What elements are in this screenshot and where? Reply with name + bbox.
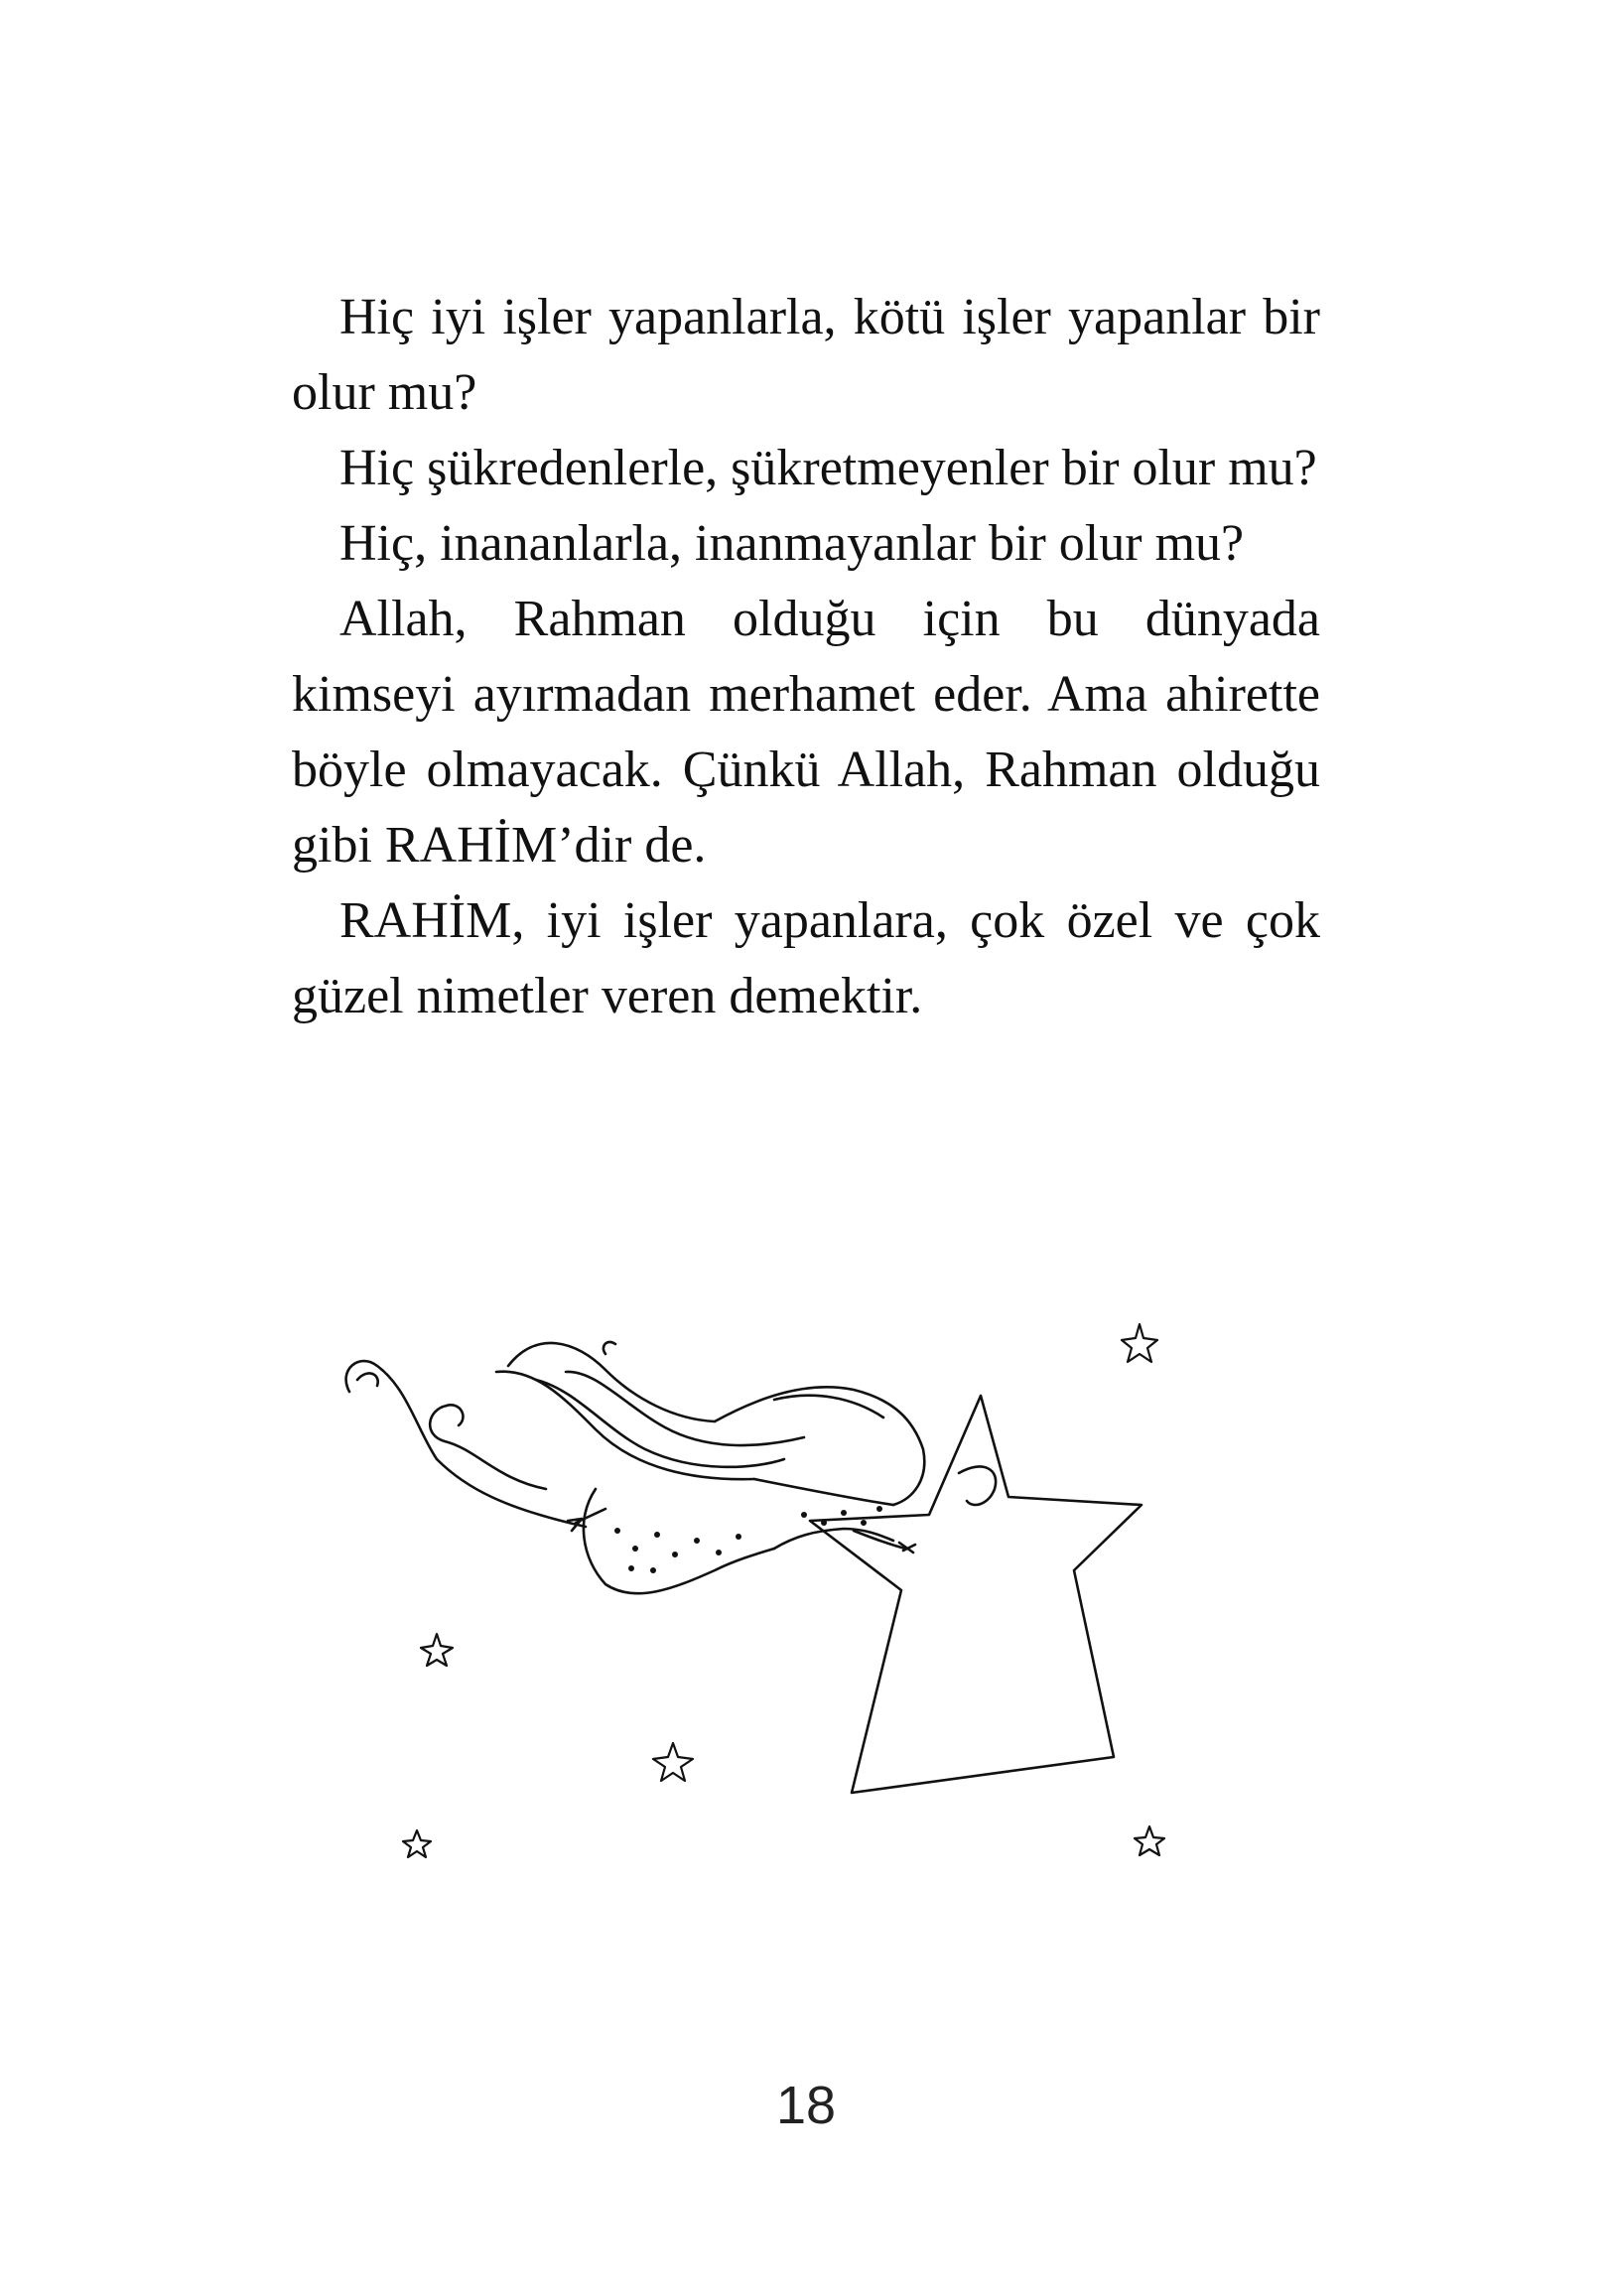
hand-drawing	[959, 1466, 996, 1505]
body-text	[292, 280, 1320, 1034]
paragraph-4: Allah, Rahman olduğu için bu dünyada kimseyi ayırmadan merhamet eder. Ama ahirette böyle olmayacak. Çünkü Allah, Rahman olduğu gibi RAHİM’dir de.	[292, 591, 1320, 874]
paragraph-3: Hiç, inananlarla, inanmayanlar bir olur mu?	[339, 515, 1245, 572]
paragraph-2: Hiç şükredenlerle, şükretmeyenler bir olur mu?	[339, 440, 1317, 496]
girl-on-star-illustration	[337, 1310, 1231, 1866]
hair-drawing	[496, 1342, 924, 1505]
big-star-drawing	[810, 1396, 1142, 1793]
small-star-2	[421, 1634, 453, 1666]
page-number: 18	[775, 2076, 837, 2135]
small-star-1	[1122, 1324, 1157, 1362]
paragraph-5: RAHİM, iyi işler yapanlara, çok özel ve çok güzel nimetler veren demektir.	[292, 892, 1320, 1024]
small-star-3	[653, 1743, 693, 1781]
paragraph-1: Hiç iyi işler yapanlarla, kötü işler yapanlar bir olur mu?	[292, 289, 1320, 421]
small-star-5	[1135, 1826, 1164, 1855]
dress-drawing	[568, 1489, 915, 1593]
small-stars	[403, 1324, 1164, 1857]
small-star-4	[403, 1830, 431, 1857]
